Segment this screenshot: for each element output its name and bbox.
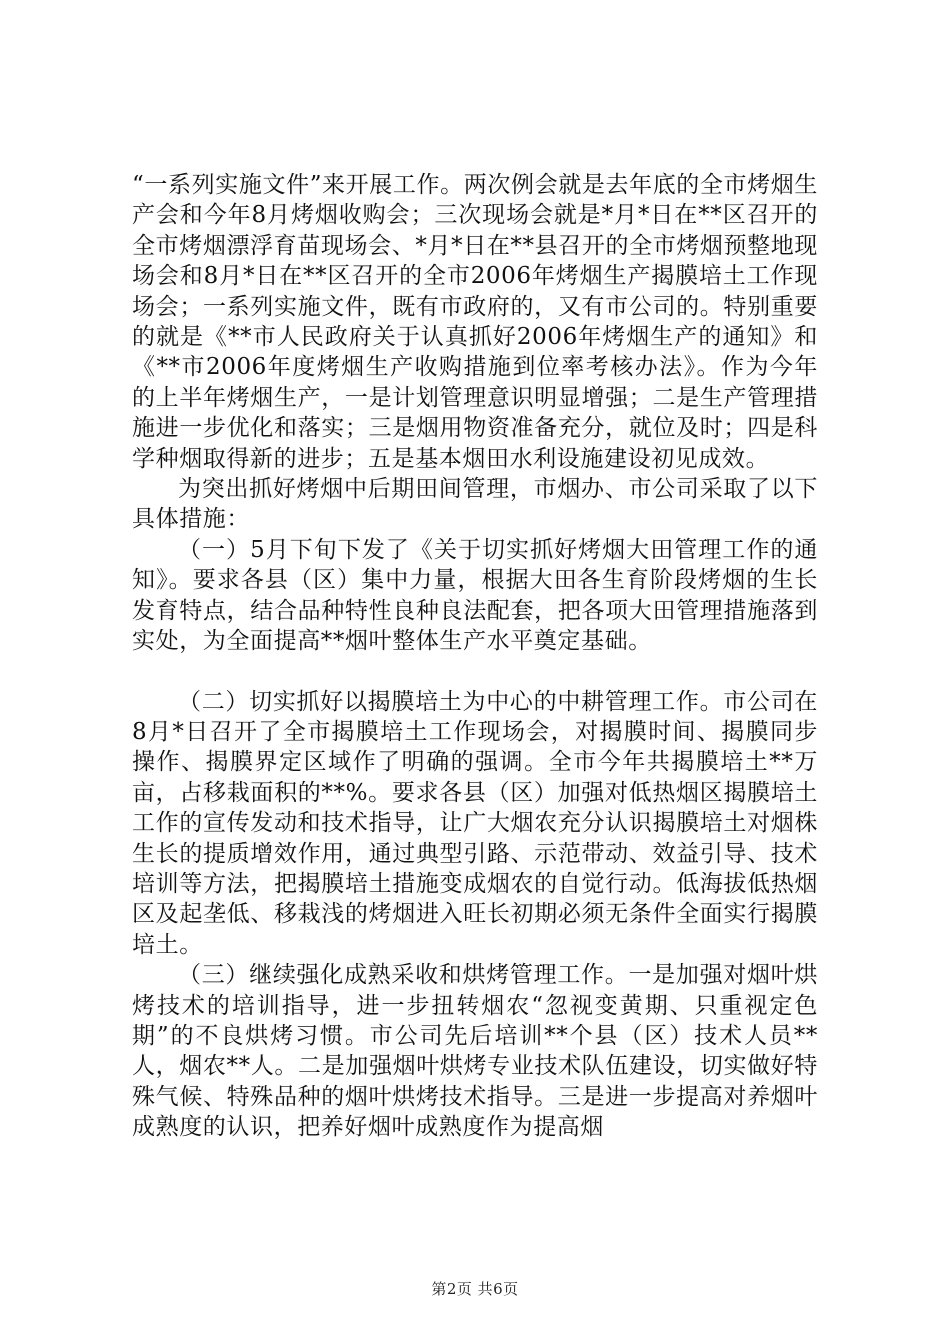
paragraph-measure-three: （三）继续强化成熟采收和烘烤管理工作。一是加强对烟叶烘烤技术的培训指导，进一步扭转烟农“忽视变黄期、只重视定色期”的不良烘烤习惯。市公司先后培训**个县（区）技术人员**人，烟农**人。二是加强烟叶烘烤专业技术队伍建设，切实做好特殊气候、特殊品种的烟叶烘烤技术指导。三是进一步提高对养烟叶成熟度的认识，把养好烟叶成熟度作为提高烟 bbox=[132, 962, 818, 1141]
paragraph-measure-one: （一）5月下旬下发了《关于切实抓好烤烟大田管理工作的通知》。要求各县（区）集中力量，根据大田各生育阶段烤烟的生长发育特点，结合品种特性良种良法配套，把各项大田管理措施落到实处，为全面提高**烟叶整体生产水平奠定基础。 bbox=[132, 536, 818, 655]
paragraph-measure-two: （二）切实抓好以揭膜培土为中心的中耕管理工作。市公司在8月*日召开了全市揭膜培土工作现场会，对揭膜时间、揭膜同步操作、揭膜界定区域作了明确的强调。全市今年共揭膜培土**万亩，占移栽面积的**%。要求各县（区）加强对低热烟区揭膜培土工作的宣传发动和技术指导，让广大烟农充分认识揭膜培土对烟株生长的提质增效作用，通过典型引路、示范带动、效益引导、技术培训等方法，把揭膜培土措施变成烟农的自觉行动。低海拔低热烟区及起垄低、移栽浅的烤烟进入旺长初期必须无条件全面实行揭膜培土。 bbox=[132, 688, 818, 958]
paragraph-measures-intro: 为突出抓好烤烟中后期田间管理，市烟办、市公司采取了以下具体措施： bbox=[132, 476, 818, 533]
document-body bbox=[132, 170, 818, 1143]
page-number-footer: 第2页 共6页 bbox=[431, 1280, 519, 1298]
paragraph-meetings-summary: “一系列实施文件”来开展工作。两次例会就是去年底的全市烤烟生产会和今年8月烤烟收购会；三次现场会就是*月*日在**区召开的全市烤烟漂浮育苗现场会、*月*日在**县召开的全市烤烟预整地现场会和8月*日在**区召开的全市2006年烤烟生产揭膜培土工作现场会；一系列实施文件，既有市政府的，又有市公司的。特别重要的就是《**市人民政府关于认真抓好2006年烤烟生产的通知》和《**市2006年度烤烟生产收购措施到位率考核办法》。作为今年的上半年烤烟生产，一是计划管理意识明显增强；二是生产管理措施进一步优化和落实；三是烟用物资准备充分，就位及时；四是科学种烟取得新的进步；五是基本烟田水利设施建设初见成效。 bbox=[132, 172, 818, 472]
